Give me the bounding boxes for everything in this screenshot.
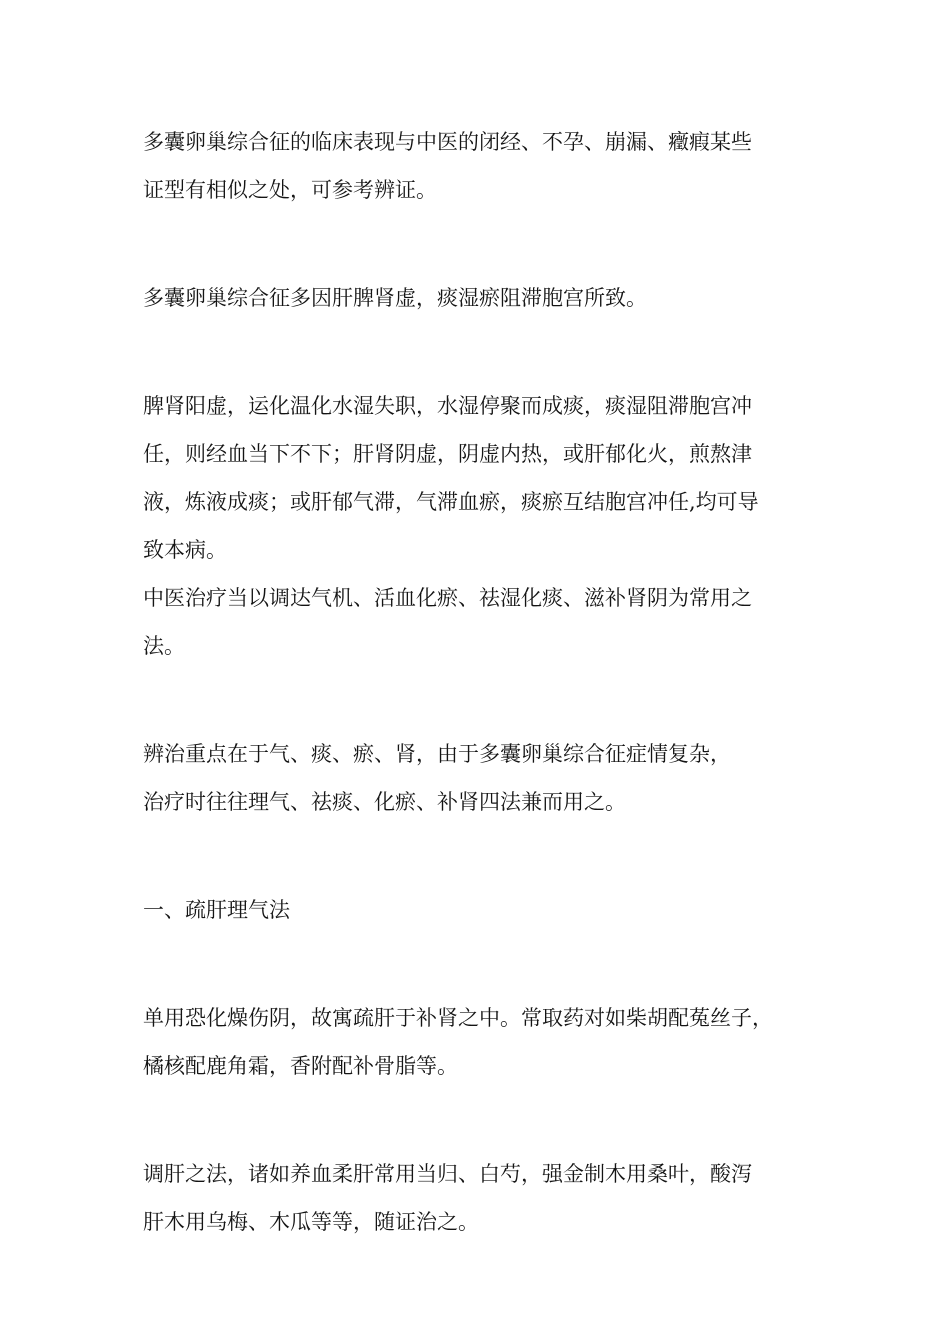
text-line: 多囊卵巢综合征的临床表现与中医的闭经、不孕、崩漏、癥瘕某些 <box>143 130 752 154</box>
text-line: 法。 <box>143 634 185 658</box>
paragraph-spacer <box>143 1090 813 1150</box>
paragraph-spacer <box>143 934 813 994</box>
paragraph-pathogenesis <box>143 382 813 574</box>
text-line: 中医治疗当以调达气机、活血化瘀、祛湿化痰、滋补肾阴为常用之 <box>143 586 752 610</box>
section-heading <box>143 886 813 934</box>
paragraph-key-points <box>143 730 813 826</box>
text-line: 证型有相似之处，可参考辨证。 <box>143 178 437 202</box>
paragraph-etiology <box>143 274 813 322</box>
text-line: 多囊卵巢综合征多因肝脾肾虚，痰湿瘀阻滞胞宫所致。 <box>143 286 647 310</box>
paragraph-spacer <box>143 214 813 274</box>
text-line: 治疗时往往理气、祛痰、化瘀、补肾四法兼而用之。 <box>143 790 626 814</box>
text-line: 橘核配鹿角霜，香附配补骨脂等。 <box>143 1054 458 1078</box>
paragraph-liver-methods <box>143 1150 813 1246</box>
text-line: 任，则经血当下不下；肝肾阴虚，阴虚内热，或肝郁化火，煎熬津 <box>143 442 752 466</box>
text-line: 致本病。 <box>143 538 227 562</box>
text-line: 液，炼液成痰；或肝郁气滞，气滞血瘀，痰瘀互结胞宫冲任,均可导 <box>143 490 759 514</box>
paragraph-treatment-principles <box>143 574 813 670</box>
text-line: 辨治重点在于气、痰、瘀、肾，由于多囊卵巢综合征症情复杂， <box>143 742 731 766</box>
paragraph-spacer <box>143 670 813 730</box>
paragraph-spacer <box>143 322 813 382</box>
text-line: 调肝之法，诸如养血柔肝常用当归、白芍，强金制木用桑叶，酸泻 <box>143 1162 752 1186</box>
text-line: 脾肾阳虚，运化温化水湿失职，水湿停聚而成痰，痰湿阻滞胞宫冲 <box>143 394 752 418</box>
paragraph-spacer <box>143 826 813 886</box>
paragraph-overview <box>143 118 813 214</box>
text-line: 单用恐化燥伤阴，故寓疏肝于补肾之中。常取药对如柴胡配菟丝子， <box>143 1006 773 1030</box>
paragraph-method-detail <box>143 994 813 1090</box>
document-body <box>143 118 813 1246</box>
text-line: 肝木用乌梅、木瓜等等，随证治之。 <box>143 1210 479 1234</box>
heading-text: 一、疏肝理气法 <box>143 898 290 922</box>
